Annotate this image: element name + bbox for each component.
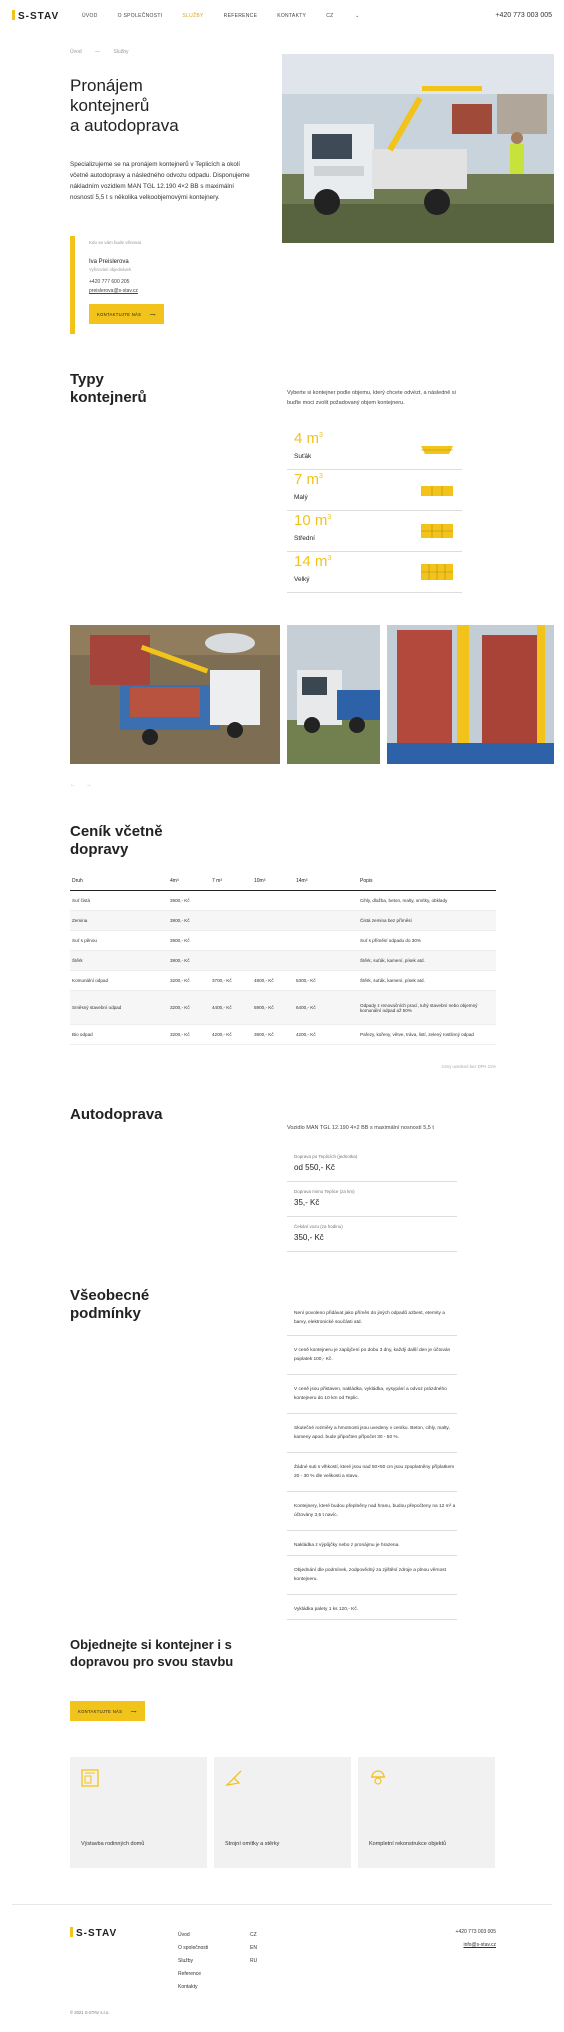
contact-box bbox=[70, 236, 180, 334]
language-selector[interactable]: CZ ⌄ bbox=[326, 13, 360, 19]
table-cell: 3200,- Kč bbox=[168, 1025, 210, 1045]
cta-title: Objednejte si kontejner i s dopravou pro svou stavbu bbox=[70, 1637, 234, 1669]
table-row bbox=[70, 991, 496, 1025]
chevron-down-icon: ⌄ bbox=[355, 13, 360, 19]
contact-phone[interactable]: +420 777 600 205 bbox=[89, 279, 130, 285]
hero-truck-photo bbox=[282, 54, 554, 243]
container-volume: 7 $m^3$ bbox=[294, 471, 323, 488]
transport-price-row bbox=[287, 1218, 457, 1252]
footer-nav bbox=[178, 1929, 208, 1994]
table-cell: Štěrk, suťák, kamení, písek atd. bbox=[358, 951, 496, 971]
nav-item-home[interactable]: ÚVOD bbox=[82, 13, 98, 19]
table-header: 4m³ bbox=[168, 878, 210, 891]
feature-card[interactable] bbox=[214, 1757, 351, 1868]
table-header: Popis bbox=[358, 878, 496, 891]
table-cell: Suť s příměsí odpadu do 30% bbox=[358, 931, 496, 951]
table-cell: 3700,- Kč bbox=[210, 971, 252, 991]
nav-item-services[interactable]: SLUŽBY bbox=[182, 13, 204, 19]
condition-item: Skutečné rozměry a hmotnosti jsou uvedeny v ceníku. Beton, cihly, malty, kameny apod. bude připočten přípočet 30 - 50 %. bbox=[287, 1417, 457, 1453]
table-cell: Bio odpad bbox=[70, 1025, 168, 1045]
table-cell: 4800,- Kč bbox=[252, 971, 294, 991]
footer-lang[interactable]: CZ bbox=[250, 1932, 257, 1938]
contact-role: Vyřizování objednávek bbox=[89, 267, 131, 272]
table-row bbox=[70, 1025, 496, 1045]
table-row bbox=[70, 891, 496, 911]
table-cell: Štěrk bbox=[70, 951, 168, 971]
condition-item: Vykládka palety 1 ks 120,- Kč. bbox=[287, 1598, 457, 1620]
table-cell: 5900,- Kč bbox=[252, 991, 294, 1025]
container-type-item[interactable] bbox=[287, 553, 462, 593]
footer-logo[interactable]: S-STAV bbox=[70, 1927, 117, 1939]
condition-item: Nakládka z výpůjčky nebo z pronájmu je hrazena. bbox=[287, 1534, 457, 1556]
container-large-icon bbox=[421, 523, 453, 538]
breadcrumb-current: Služby bbox=[113, 49, 129, 55]
contact-caption: Kdo se vám bude věnovat bbox=[89, 240, 142, 245]
table-cell: 3900,- Kč bbox=[168, 891, 210, 911]
transport-price-label: Doprava mimo Teplice (za km) bbox=[294, 1189, 355, 1194]
table-header: 14m³ bbox=[294, 878, 358, 891]
transport-price-row bbox=[287, 1148, 457, 1182]
pricing-table bbox=[70, 878, 496, 1045]
nav-item-contacts[interactable]: KONTAKTY bbox=[277, 13, 307, 19]
container-name: Střední bbox=[294, 535, 315, 542]
table-header: Druh bbox=[70, 878, 168, 891]
gallery-photo-loading[interactable] bbox=[70, 625, 280, 764]
table-cell: 3200,- Kč bbox=[168, 991, 210, 1025]
worker-icon bbox=[369, 1769, 387, 1787]
main-nav bbox=[82, 13, 400, 19]
table-cell: Pařezy, kořeny, větve, tráva, listí, zelený rostlinný odpad bbox=[358, 1025, 496, 1045]
table-cell: Čistá zemina bez příměsí bbox=[358, 911, 496, 931]
table-row bbox=[70, 931, 496, 951]
feature-title: Kompletní rekonstrukce objektů bbox=[369, 1841, 447, 1847]
table-cell: 5300,- Kč bbox=[294, 971, 358, 991]
breadcrumb-home[interactable]: Úvod bbox=[70, 49, 82, 55]
types-title: Typy kontejnerů bbox=[70, 371, 147, 406]
container-name: Velký bbox=[294, 576, 310, 583]
gallery-photo-truck[interactable] bbox=[287, 625, 380, 764]
gallery-photo-pallets[interactable] bbox=[387, 625, 554, 764]
footer-link[interactable]: Reference bbox=[178, 1971, 202, 1977]
transport-price-label: Čekání vozu (za hodinu) bbox=[294, 1224, 343, 1229]
table-cell bbox=[294, 951, 358, 971]
hero-lead: Specializujeme se na pronájem kontejnerů v Teplicích a okolí včetně autodopravy a následného odvozu odpadu. Disponujeme nákladním vozidlem MAN TGL 12.190 4×2 BB s maximální nosností 5,5 t s několika velkoobjemovými kontejnery. bbox=[70, 161, 250, 201]
arrow-right-icon: ⟶ bbox=[149, 311, 156, 317]
table-cell bbox=[294, 931, 358, 951]
pricing-title: Ceník včetně dopravy bbox=[70, 823, 163, 858]
nav-item-about[interactable]: O SPOLEČNOSTI bbox=[117, 13, 163, 19]
types-lead: Vyberte si kontejner podle objemu, který chcete odvézt, a následně si buďte moci zvolit požadovaný objem kontejneru. bbox=[287, 390, 456, 406]
table-header: 10m³ bbox=[252, 878, 294, 891]
arrow-right-icon: ⟶ bbox=[130, 1708, 137, 1714]
transport-price-label: Doprava po Teplicích (jednotka) bbox=[294, 1154, 358, 1159]
table-cell: 4200,- Kč bbox=[210, 1025, 252, 1045]
table-cell: 4200,- Kč bbox=[294, 1025, 358, 1045]
feature-title: Výstavba rodinných domů bbox=[81, 1841, 145, 1847]
table-cell: Cihly, dlažba, beton, malty, omítky, obklady bbox=[358, 891, 496, 911]
arrow-left-icon[interactable]: ← bbox=[70, 782, 76, 788]
gallery-arrows bbox=[70, 782, 100, 788]
logo[interactable]: S-STAV bbox=[12, 10, 59, 22]
table-cell: Směsný stavební odpad bbox=[70, 991, 168, 1025]
table-cell: 3900,- Kč bbox=[168, 951, 210, 971]
container-volume: 14 $m^3$ bbox=[294, 553, 332, 570]
table-cell: Komunální odpad bbox=[70, 971, 168, 991]
table-cell: Suť s pěnou bbox=[70, 931, 168, 951]
table-cell: 3900,- Kč bbox=[168, 931, 210, 951]
table-cell bbox=[252, 911, 294, 931]
footer-divider bbox=[12, 1904, 552, 1905]
footer-link[interactable]: Úvod bbox=[178, 1932, 190, 1938]
footer-email[interactable]: info@s-stav.cz bbox=[463, 1942, 496, 1948]
footer-link[interactable]: Kontakty bbox=[178, 1984, 198, 1990]
house-plan-icon bbox=[81, 1769, 99, 1787]
condition-item: Není povoleno přidávat jako příměs do jiných odpadů azbest, eternity a barvy, elektronické součásti atd. bbox=[287, 1302, 457, 1336]
condition-item: V ceně kontejneru je zapůjčení po dobu 3 dny, každý další den je účtován poplatek 100,- Kč. bbox=[287, 1339, 457, 1375]
container-type-item[interactable] bbox=[287, 471, 462, 511]
table-header-row bbox=[70, 878, 496, 891]
container-name: Malý bbox=[294, 494, 308, 501]
table-cell: 4400,- Kč bbox=[210, 991, 252, 1025]
table-cell: Zemina bbox=[70, 911, 168, 931]
arrow-right-icon[interactable]: → bbox=[85, 782, 92, 788]
header-phone[interactable]: +420 773 003 005 bbox=[495, 12, 552, 19]
table-cell bbox=[210, 911, 252, 931]
table-cell bbox=[294, 891, 358, 911]
table-cell: 3900,- Kč bbox=[252, 1025, 294, 1045]
pricing-note: Ceny uvedené bez DPH 21% bbox=[441, 1064, 496, 1069]
trowel-icon bbox=[225, 1769, 243, 1787]
breadcrumb bbox=[70, 49, 140, 55]
transport-price-value: 35,- Kč bbox=[294, 1198, 320, 1207]
container-type-item[interactable] bbox=[287, 512, 462, 552]
transport-lead: Vozidlo MAN TGL 12.190 4×2 BB s maximální nosností 5,5 t bbox=[287, 1125, 434, 1131]
conditions-title: Všeobecné podmínky bbox=[70, 1287, 150, 1322]
table-cell bbox=[252, 891, 294, 911]
transport-price-value: 350,- Kč bbox=[294, 1233, 324, 1242]
table-cell: 6400,- Kč bbox=[294, 991, 358, 1025]
table-cell: Odpady z renovačních prací, tuhý stavební nebo objemný komunální odpad až 50% bbox=[358, 991, 496, 1025]
copyright: © 2021 S-STAV s.r.o. bbox=[70, 2010, 110, 2015]
container-type-item[interactable] bbox=[287, 430, 462, 470]
page-title: Pronájem kontejnerů a autodoprava bbox=[70, 76, 179, 135]
transport-price-value: od 550,- Kč bbox=[294, 1163, 335, 1172]
table-cell: 3200,- Kč bbox=[168, 971, 210, 991]
table-row bbox=[70, 911, 496, 931]
table-row bbox=[70, 971, 496, 991]
footer-phone[interactable]: +420 773 003 005 bbox=[455, 1929, 496, 1935]
breadcrumb-separator: — bbox=[95, 49, 101, 55]
cta-button[interactable]: KONTAKTUJTE NÁS ⟶ bbox=[70, 1701, 145, 1721]
table-cell bbox=[210, 951, 252, 971]
table-cell: 3900,- Kč bbox=[168, 911, 210, 931]
table-row bbox=[70, 951, 496, 971]
contact-name: Iva Preislerova bbox=[89, 259, 129, 265]
condition-item: Kontejnery, které budou přeplněny nad hranu, budou přepočteny na 12 m³ a účtovány 3,5 t navíc. bbox=[287, 1495, 457, 1531]
table-cell bbox=[210, 891, 252, 911]
footer-link[interactable]: Služby bbox=[178, 1958, 194, 1964]
footer-lang[interactable]: RU bbox=[250, 1958, 258, 1964]
footer-lang[interactable]: EN bbox=[250, 1945, 257, 1951]
container-volume: 10 $m^3$ bbox=[294, 512, 332, 529]
table-cell: Štěrk, suťák, kamení, písek atd. bbox=[358, 971, 496, 991]
table-cell bbox=[210, 931, 252, 951]
condition-item: Žádné suti s vlhkostí, které jsou nad 50×50 cm jsou zpoplatněny příplatkem 20 - 30 % dle velikosti a stavu. bbox=[287, 1456, 457, 1492]
table-cell bbox=[252, 931, 294, 951]
container-volume: 4 $m^3$ bbox=[294, 430, 323, 447]
nav-item-references[interactable]: REFERENCE bbox=[223, 13, 258, 19]
table-header: 7 m³ bbox=[210, 878, 252, 891]
transport-title: Autodoprava bbox=[70, 1106, 163, 1123]
container-name: Suťák bbox=[294, 453, 312, 460]
table-cell bbox=[294, 911, 358, 931]
feature-title: Strojní omítky a stěrky bbox=[225, 1841, 280, 1847]
container-medium-icon bbox=[421, 485, 453, 496]
condition-item: Objednání dle podmínek, zodpovědný za zjištění zdroje a plnou věrnost kontejneru. bbox=[287, 1559, 457, 1595]
container-small-icon bbox=[421, 445, 453, 455]
condition-item: V ceně jsou přistaven, nakládka, vykládka, vysypání a odvoz prázdného kontejneru do 10 km od Teplic. bbox=[287, 1378, 457, 1414]
container-xlarge-icon bbox=[421, 563, 453, 580]
table-cell: Suť čistá bbox=[70, 891, 168, 911]
footer-languages bbox=[250, 1929, 257, 1968]
table-cell bbox=[252, 951, 294, 971]
transport-price-row bbox=[287, 1183, 457, 1217]
contact-button[interactable]: KONTAKTUJTE NÁS ⟶ bbox=[89, 304, 164, 324]
feature-card[interactable] bbox=[358, 1757, 495, 1868]
contact-email[interactable]: preislerova@s-stav.cz bbox=[89, 288, 138, 294]
feature-card[interactable] bbox=[70, 1757, 207, 1868]
footer-link[interactable]: O společnosti bbox=[178, 1945, 209, 1951]
